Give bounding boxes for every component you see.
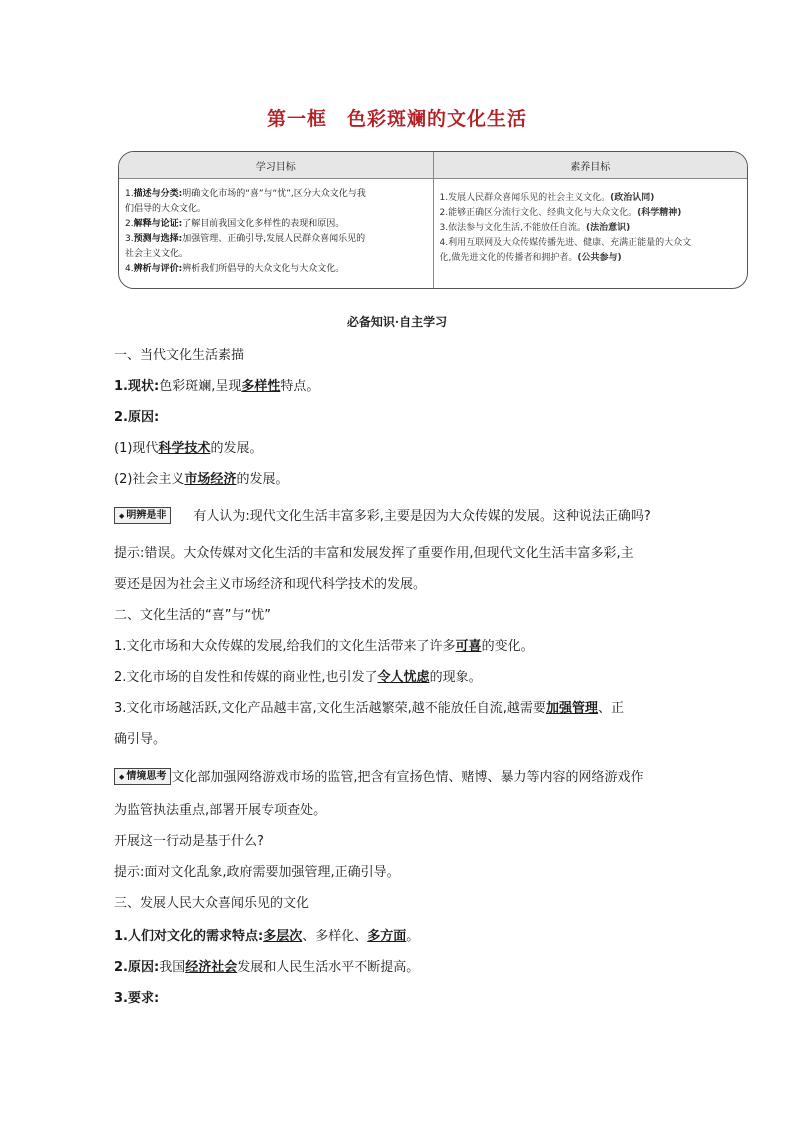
literacy-goals-header: 素养目标	[570, 161, 611, 173]
scenario-tag: ◆ 情境思考	[114, 768, 171, 785]
learning-goals-list	[119, 179, 434, 289]
section-title: 必备知识·自主学习	[346, 315, 448, 329]
learning-goal-item: 们倡导的大众文化。	[125, 204, 207, 214]
scenario-question: 开展这一行动是基于什么?	[114, 834, 264, 849]
paragraph-worry: 2.文化市场的自发性和传媒的商业性,也引发了令人忧虑的现象。	[114, 670, 482, 685]
hint-line-1: 提示:错误。大众传媒对文化生活的丰富和发展发挥了重要作用,但现代文化生活丰富多彩,主	[114, 546, 634, 561]
paragraph-status: 1.现状:色彩斑斓,呈现多样性特点。	[114, 379, 320, 394]
paragraph-reason: 2.原因:我国经济社会发展和人民生活水平不断提高。	[114, 960, 420, 975]
learning-goal-item: 社会主义文化。	[125, 249, 189, 259]
paragraph-needs: 1.人们对文化的需求特点:多层次、多样化、多方面。	[114, 929, 420, 944]
literacy-goals-list	[434, 179, 748, 289]
learning-goal-item: 1.描述与分类:明确文化市场的“喜”与“忧”,区分大众文化与我	[125, 189, 366, 199]
paragraph-management-cont: 确引导。	[114, 732, 167, 747]
paragraph-cause-1: (1)现代科学技术的发展。	[114, 441, 263, 456]
learning-goal-item: 4.辨析与评价:辨析我们所倡导的大众文化与大众文化。	[125, 264, 345, 274]
literacy-goal-item: 3.依法参与文化生活,不能放任自流。(法治意识)	[439, 223, 631, 233]
heading-1: 一、当代文化生活素描	[114, 348, 245, 363]
discussion-tag: ◆ 明辨是非	[114, 507, 171, 524]
literacy-goal-item: 化,做先进文化的传播者和拥护者。(公共参与)	[439, 253, 622, 263]
hint-line-2: 要还是因为社会主义市场经济和现代科学技术的发展。	[114, 577, 427, 592]
paragraph-joy: 1.文化市场和大众传媒的发展,给我们的文化生活带来了许多可喜的变化。	[114, 639, 534, 654]
literacy-goal-item: 2.能够正确区分流行文化、经典文化与大众文化。(科学精神)	[439, 208, 682, 218]
paragraph-management: 3.文化市场越活跃,文化产品越丰富,文化生活越繁荣,越不能放任自流,越需要加强管理、正	[114, 701, 624, 716]
paragraph-requirement: 3.要求:	[114, 991, 160, 1006]
goals-table	[118, 151, 748, 289]
scenario-hint: 提示:面对文化乱象,政府需要加强管理,正确引导。	[114, 865, 400, 880]
heading-3: 三、发展人民大众喜闻乐见的文化	[114, 896, 310, 911]
learning-goals-header: 学习目标	[119, 152, 434, 178]
paragraph-cause-label: 2.原因:	[114, 410, 160, 425]
learning-goal-item: 2.解释与论证:了解目前我国文化多样性的表现和原因。	[125, 219, 345, 229]
scenario-line-1: ◆ 情境思考 文化部加强网络游戏市场的监管,把含有宣扬色情、赌博、暴力等内容的网络游戏作	[114, 766, 644, 785]
paragraph-cause-2: (2)社会主义市场经济的发展。	[114, 472, 289, 487]
literacy-goal-item: 4.利用互联网及大众传媒传播先进、健康、充满正能量的大众文	[439, 238, 692, 248]
scenario-line-2: 为监管执法重点,部署开展专项查处。	[114, 803, 327, 818]
page-title: 第一框 色彩斑斓的文化生活	[266, 108, 527, 130]
discussion-question: ◆ 明辨是非 有人认为:现代文化生活丰富多彩,主要是因为大众传媒的发展。这种说法正确吗?	[114, 505, 651, 524]
learning-goal-item: 3.预测与选择:加强管理、正确引导,发展人民群众喜闻乐见的	[125, 234, 366, 244]
goals-header	[119, 152, 747, 179]
literacy-goal-item: 1.发展人民群众喜闻乐见的社会主义文化。(政治认同)	[439, 193, 655, 203]
heading-2: 二、文化生活的“喜”与“忧”	[114, 608, 271, 623]
